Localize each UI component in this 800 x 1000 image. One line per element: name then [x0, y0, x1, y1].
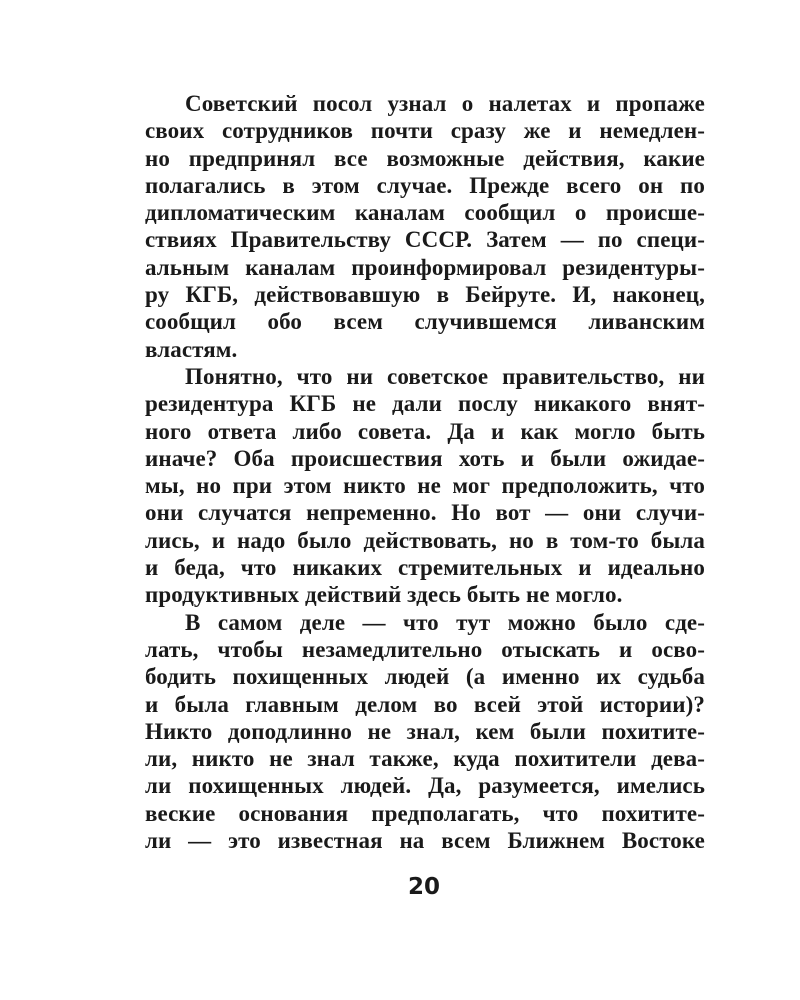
text-line: ли похищенных людей. Да, разумеется, имелись [145, 773, 705, 799]
text-line: ного ответа либо совета. Да и как могло быть [145, 418, 705, 444]
text-line: дипломатическим каналам сообщил о происше- [145, 200, 705, 226]
text-line: и беда, что никаких стремительных и идеально [145, 555, 705, 581]
body-text [145, 90, 705, 854]
text-line: они случатся непременно. Но вот — они случи- [145, 500, 705, 526]
text-line: Понятно, что ни советское правительство, ни [185, 363, 705, 389]
paragraph-2 [145, 363, 705, 609]
paragraph-3 [145, 609, 705, 855]
text-line: властям. [145, 336, 238, 362]
text-line: продуктивных действий здесь быть не могло. [145, 582, 623, 608]
text-line: лись, и надо было действовать, но в том-то была [145, 527, 705, 553]
text-line: ли — это известная на всем Ближнем Востоке [145, 828, 705, 854]
text-line: резидентура КГБ не дали послу никакого внят- [145, 391, 705, 417]
text-line: альным каналам проинформировал резидентуры- [145, 254, 705, 280]
paragraph-1 [145, 90, 705, 363]
text-line: своих сотрудников почти сразу же и немедлен- [145, 118, 705, 144]
page-number: 20 [407, 874, 440, 900]
text-line: мы, но при этом никто не мог предположить, что [145, 473, 705, 499]
text-line: веские основания предполагать, что похитите- [145, 800, 705, 826]
text-line: Никто доподлинно не знал, кем были похитите- [145, 718, 705, 744]
text-line: ствиях Правительству СССР. Затем — по специ- [145, 227, 705, 253]
text-line: бодить похищенных людей (а именно их судьба [145, 664, 705, 690]
text-line: ли, никто не знал также, куда похитители дева- [145, 746, 705, 772]
text-line: полагались в этом случае. Прежде всего он по [145, 172, 705, 198]
text-line: В самом деле — что тут можно было сде- [185, 609, 705, 635]
text-line: Советский посол узнал о налетах и пропаже [185, 91, 705, 116]
text-line: но предпринял все возможные действия, какие [145, 145, 705, 171]
text-line: сообщил обо всем случившемся ливанским [145, 309, 705, 335]
text-line: иначе? Оба происшествия хоть и были ожидае- [145, 445, 705, 471]
text-line: лать, чтобы незамедлительно отыскать и осво- [145, 636, 705, 662]
text-line: и была главным делом во всей этой истории)? [145, 691, 705, 717]
text-line: ру КГБ, действовавшую в Бейруте. И, наконец, [145, 282, 705, 308]
